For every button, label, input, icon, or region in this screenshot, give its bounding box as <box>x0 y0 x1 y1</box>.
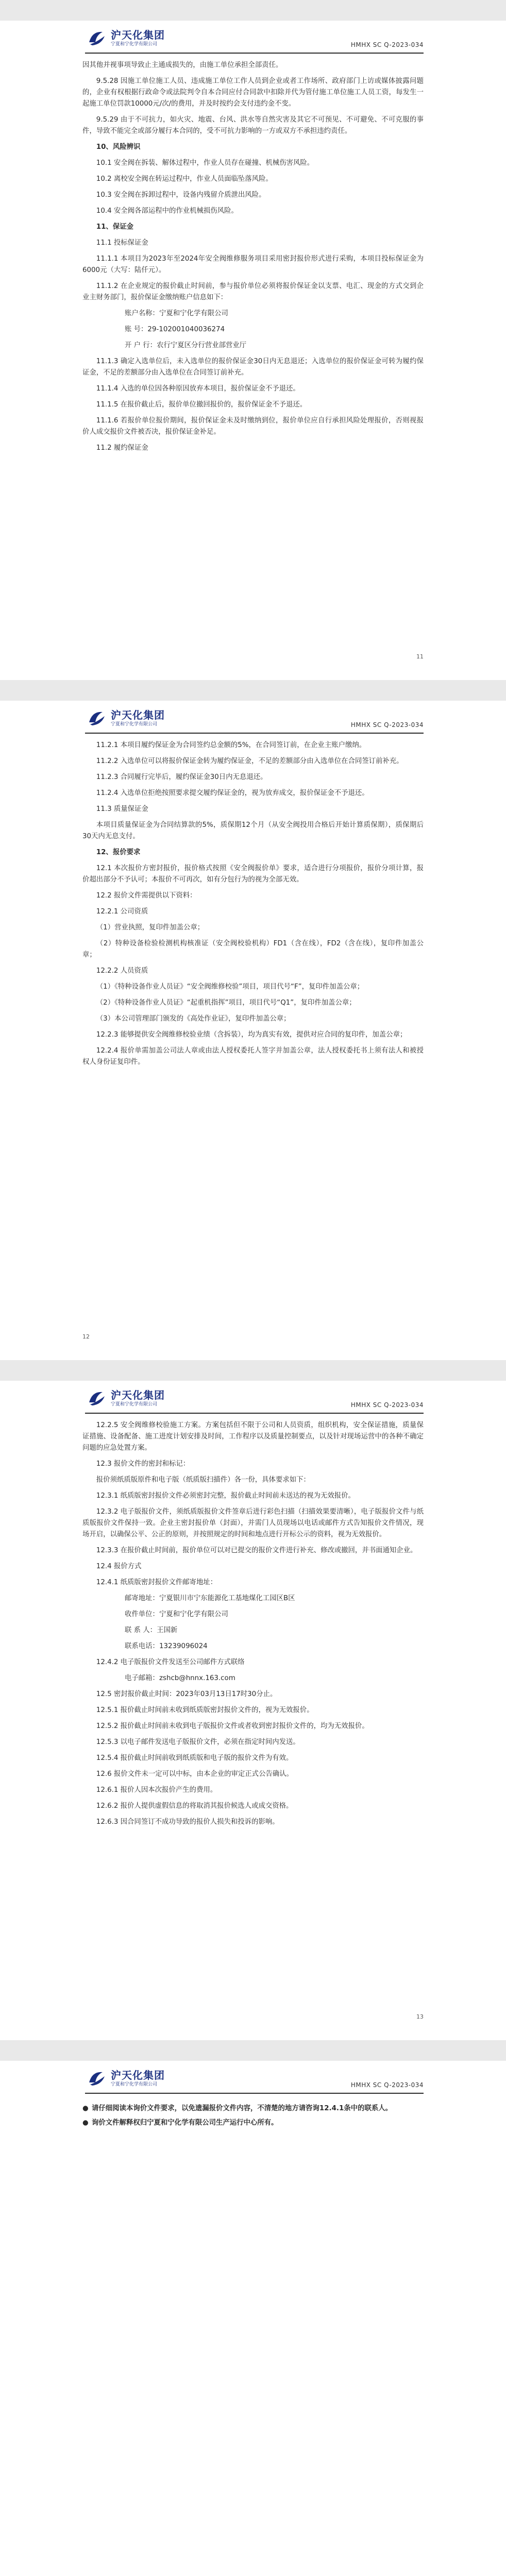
page-number: 11 <box>416 653 424 660</box>
body-line: 12.4 报价方式 <box>96 1563 142 1570</box>
company-name: 沪天化集团 <box>111 2069 165 2081</box>
body-line: 11.1.3 确定入选单位后，未入选单位的报价保证金30日内无息退还；入选单位的报价保证金可转为履约保证金，不足的差额部分由入选单位在合同签订前补充。 <box>82 358 424 377</box>
document-number: HMHX SC Q-2023-034 <box>350 721 424 728</box>
document-page-4 <box>0 2061 506 2576</box>
notice-item <box>82 2103 424 2114</box>
body-line: 11.1.6 若报价单位报价期间，报价保证金未及时缴纳到位，报价单位应自行承担风险处理报价，否则视报价人成交报价文件被否决，报价保证金补足。 <box>82 417 424 436</box>
mail-recipient: 收件单位：宁夏和宁化学有限公司 <box>125 1611 228 1618</box>
body-line: 因其他并视事项导致止主通成损失的，由施工单位承担全部责任。 <box>82 61 283 69</box>
body-line: 12.2.5 安全阀维修校验施工方案。方案包括但不限于公司和人员资质，组织机构，安全保证措施，质量保证措施、设备配备、施工进度计划安排及时间，工作程序以及质量控制要点，以及针对现场运营中的各种不确定问题的应急处置方案。 <box>82 1421 424 1452</box>
body-line: 12.5.1 报价截止时间前未收到纸质版密封报价文件的，视为无效报价。 <box>96 1706 314 1714</box>
page-body <box>82 60 424 459</box>
body-line: 12.6 报价文件未一定可以中标，由本企业的审定正式公告确认。 <box>96 1770 294 1778</box>
company-logo-icon <box>85 2067 108 2090</box>
body-line: 12.5.4 报价截止时间前收到纸质版和电子版的报价文件为有效。 <box>96 1754 293 1762</box>
body-line: 10.4 安全阀各部运程中的作业机械损伤风险。 <box>96 207 238 215</box>
company-logo-icon <box>85 707 108 730</box>
body-line: 12.2.2 人员资质 <box>96 967 148 975</box>
body-line: 12.5 密封报价截止时间：2023年03月13日17时30分止。 <box>96 1690 277 1698</box>
body-line: 12.5.2 报价截止时间前未收到电子版报价文件或者收到密封报价文件的，均为无效报价。 <box>96 1722 369 1730</box>
page-body <box>82 2103 424 2132</box>
body-line: 11.1.2 在企业规定的报价截止时间前，参与报价单位必须将报价保证金以支票、电汇、现金的方式交到企业主财务部门，报价保证金缴纳账户信息如下： <box>82 282 424 301</box>
company-logo <box>85 27 165 49</box>
body-line: 12.2 报价文件需提供以下资料： <box>96 892 197 900</box>
body-line: 12.6.2 报价人提供虚假信息的将取消其报价候选人或成交资格。 <box>96 1802 293 1810</box>
notice-text: 请仔细阅读本询价文件要求，以免遗漏报价文件内容，不清楚的地方请咨询12.4.1条中的联系人。 <box>92 2105 393 2112</box>
body-line: 10.1 安全阀在拆装、解体过程中，作业人员存在碰撞、机械伤害风险。 <box>96 159 314 167</box>
body-line: 11.3 质量保证金 <box>96 805 148 813</box>
body-line: 12.2.1 公司资质 <box>96 908 148 916</box>
company-logo-icon <box>85 27 108 49</box>
company-name: 沪天化集团 <box>111 709 165 721</box>
body-line: 10.2 离校安全阀在转运过程中，作业人员面临坠落风险。 <box>96 175 273 183</box>
company-logo <box>85 2067 165 2090</box>
body-line: 12.4.1 纸质版密封报价文件邮寄地址： <box>96 1579 217 1586</box>
body-line: 11.2.3 合同履行完毕后，履约保证金30日内无息退还。 <box>96 773 267 781</box>
page-body <box>82 1420 424 1833</box>
body-line: 12.5.3 以电子邮件发送电子版报价文件，必须在指定时间内发送。 <box>96 1738 300 1746</box>
body-line: 12.3 报价文件的密封和标记： <box>96 1460 190 1468</box>
page-header <box>85 1381 424 1414</box>
body-line: （1）营业执照，复印件加盖公章； <box>96 924 205 931</box>
company-subname: 宁夏和宁化学有限公司 <box>111 1402 158 1407</box>
page-header <box>85 21 424 54</box>
account-number: 账 号：29-102001040036274 <box>125 326 225 333</box>
body-line: 11.1 投标保证金 <box>96 239 148 247</box>
bullet-icon: ● <box>82 2119 89 2127</box>
body-line: 9.5.28 因施工单位施工人员、违成施工单位工作人员到企业或者工作场所、政府部门上访或媒体披露问题的，企业有权根据行政命令或法院判令自本合同应付合同款中扣除并代为管付施工单位施工人员工资，每发生一起施工单位罚款10000元/次/的费用，并及时按约会支付违约金不变。 <box>82 77 424 108</box>
document-number: HMHX SC Q-2023-034 <box>350 2081 424 2089</box>
body-line: 9.5.29 由于不可抗力，如火灾、地震、台风、洪水等自然灾害及其它不可预见、不可避免、不可克服的事件，导致不能完全或部分履行本合同的，受不可抗力影响的一方或双方不承担违约责任。 <box>82 116 424 135</box>
body-line: （2）《特种设备作业人员证》“起重机指挥”项目，项目代号“Q1”，复印件加盖公章； <box>96 999 356 1007</box>
company-logo <box>85 707 165 730</box>
body-line: 12.3.1 纸质版密封报价文件必须密封完整，报价截止时间前未送达的视为无效报价。 <box>96 1492 355 1500</box>
document-page-2 <box>0 701 506 1360</box>
body-line: 11.1.4 入选的单位因各种原因放弃本项目，报价保证金不予退还。 <box>96 385 300 393</box>
page-header <box>85 701 424 734</box>
email-address: 电子邮箱：zshcb@hnnx.163.com <box>125 1674 235 1682</box>
body-line: 12.6.3 因合同签订不成功导致的报价人损失和投诉的影响。 <box>96 1818 279 1826</box>
company-subname: 宁夏和宁化学有限公司 <box>111 42 158 47</box>
company-logo <box>85 1387 165 1410</box>
page-number: 12 <box>82 1333 90 1340</box>
company-subname: 宁夏和宁化学有限公司 <box>111 722 158 727</box>
body-line: （3）本公司管理部门颁发的《高处作业证》，复印件加盖公章； <box>96 1015 291 1023</box>
body-line: 11.1.5 在报价截止后，报价单位撤回报价的，报价保证金不予退还。 <box>96 401 307 409</box>
body-line: 11.2 履约保证金 <box>96 444 148 452</box>
section-heading: 10、风险辨识 <box>96 143 141 151</box>
body-line: 11.1.1 本项目为2023年至2024年安全阀维修服务项目采用密封报价形式进行采购，本项目投标保证金为6000元（大写：陆仟元）。 <box>82 255 424 274</box>
notice-text: 询价文件解释权归宁夏和宁化学有限公司生产运行中心所有。 <box>92 2119 278 2127</box>
page-body <box>82 740 424 1073</box>
body-line: 本项目质量保证金为合同结算款的5%，质保期12个月（从安全阀投用合格后开始计算质保期），质保期后30天内无息支付。 <box>82 821 424 840</box>
page-header <box>85 2061 424 2094</box>
company-subname: 宁夏和宁化学有限公司 <box>111 2082 158 2087</box>
account-name: 账户名称：宁夏和宁化学有限公司 <box>125 310 228 317</box>
body-line: 10.3 安全阀在拆卸过程中，设备内残留介质泄出风险。 <box>96 191 266 199</box>
notice-item <box>82 2117 424 2129</box>
mail-address: 邮寄地址：宁夏银川市宁东能源化工基地煤化工园区B区 <box>125 1595 295 1602</box>
account-bank: 开 户 行：农行宁夏区分行营业部营业厅 <box>125 342 247 349</box>
body-line: 11.2.1 本项目履约保证金为合同签约总金额的5%，在合同签订前，在企业主账户缴纳。 <box>96 741 366 749</box>
body-line: 12.3.3 在报价截止时间前，报价单位可以对已提交的报价文件进行补充、修改或撤回，并书面通知企业。 <box>96 1547 417 1554</box>
document-page-3 <box>0 1381 506 2040</box>
mail-contact: 联 系 人：王国新 <box>125 1626 178 1634</box>
mail-phone: 联系电话：13239096024 <box>125 1642 208 1650</box>
body-line: （1）《特种设备作业人员证》“安全阀维修校验”项目，项目代号“F”，复印件加盖公章； <box>96 983 364 991</box>
body-line: 12.1 本次报价方密封报价，报价格式按照《安全阀报价单》要求，适合进行分项报价，报价分项计算，报价超出部分不予认可；本报价不可再次，如有分包行为的视为全部无效。 <box>82 865 424 884</box>
section-heading: 12、报价要求 <box>96 849 141 856</box>
company-logo-icon <box>85 1387 108 1410</box>
body-line: （2）特种设备检验检测机构核准证（安全阀校验机构）FD1（含在线），FD2（含在线），复印件加盖公章； <box>82 940 424 959</box>
body-line: 11.2.4 入选单位拒绝按照要求提交履约保证金的，视为放弃成交，报价保证金不予退还。 <box>96 789 369 797</box>
company-name: 沪天化集团 <box>111 29 165 41</box>
body-line: 11.2.2 入选单位可以将报价保证金转为履约保证金，不足的差额部分由入选单位在合同签订前补充。 <box>96 757 403 765</box>
body-line: 报价须纸质版原件和电子版（纸质版扫描件）各一份，具体要求如下： <box>96 1476 310 1484</box>
company-name: 沪天化集团 <box>111 1389 165 1401</box>
body-line: 12.2.4 报价单需加盖公司法人章或由法人授权委托人签字并加盖公章，法人授权委托书上须有法人和被授权人身份证复印件。 <box>82 1047 424 1066</box>
section-heading: 11、保证金 <box>96 223 133 231</box>
body-line: 12.3.2 电子版报价文件，须纸质版报价文件签章后进行彩色扫描（扫描效果要清晰），电子版报价文件与纸质版报价文件保持一致。企业主密封报价单（封面），并需门人员现场以电话或邮件方式告知报价文件情况，现场开启，以确保公平、公正的原则，并按照规定的时间和地点进行开标公示的资料，视为无效报价。 <box>82 1508 424 1538</box>
body-line: 12.2.3 能够提供安全阀维修校验业绩（含拆装），均为真实有效，提供对应合同的复印件，加盖公章； <box>96 1031 407 1039</box>
page-number: 13 <box>416 2013 424 2020</box>
document-number: HMHX SC Q-2023-034 <box>350 1401 424 1409</box>
body-line: 12.4.2 电子版报价文件发送至公司邮件方式联络 <box>96 1658 245 1666</box>
document-number: HMHX SC Q-2023-034 <box>350 41 424 48</box>
body-line: 12.6.1 报价人因本次报价产生的费用。 <box>96 1786 217 1794</box>
bullet-icon: ● <box>82 2105 89 2112</box>
document-page-1 <box>0 21 506 680</box>
